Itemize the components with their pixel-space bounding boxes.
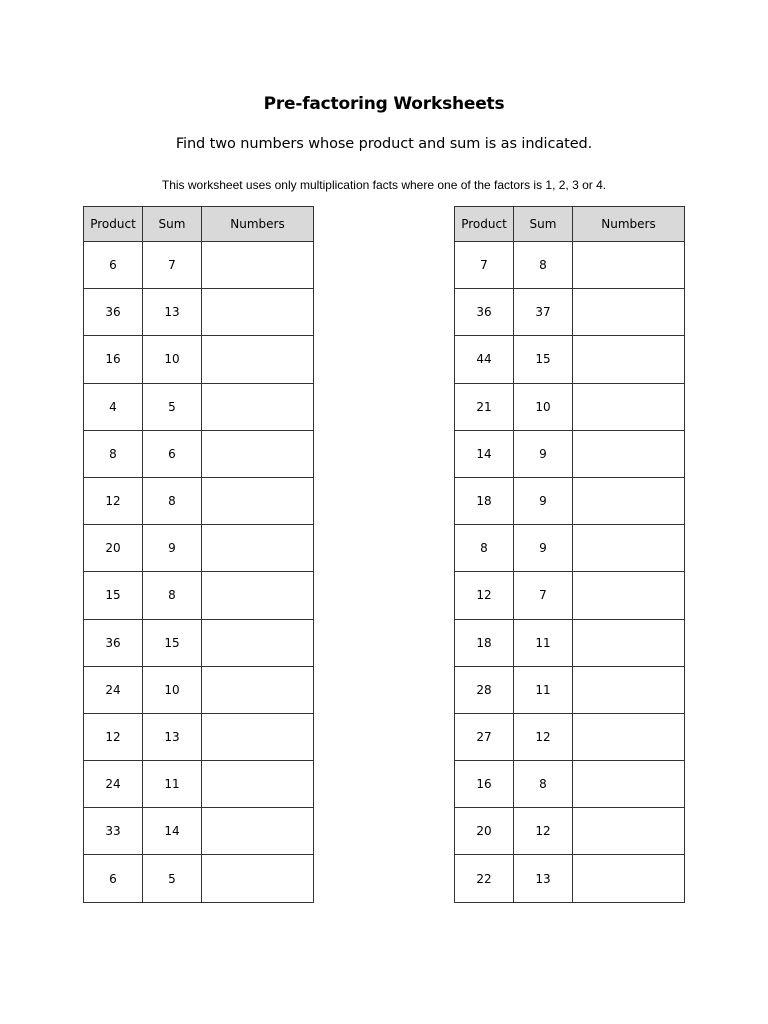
product-cell: 18 <box>455 619 514 666</box>
product-cell: 12 <box>455 572 514 619</box>
left-table-body <box>84 242 314 903</box>
table-row <box>84 289 314 336</box>
table-row <box>84 477 314 524</box>
sum-cell: 14 <box>143 808 202 855</box>
table-row <box>455 430 685 477</box>
numbers-answer-cell[interactable] <box>573 761 685 808</box>
product-cell: 6 <box>84 855 143 902</box>
numbers-answer-cell[interactable] <box>202 430 314 477</box>
right-table-body <box>455 242 685 903</box>
sum-cell: 13 <box>514 855 573 902</box>
numbers-answer-cell[interactable] <box>202 572 314 619</box>
sum-cell: 9 <box>514 477 573 524</box>
product-cell: 15 <box>84 572 143 619</box>
page-title: Pre-factoring Worksheets <box>263 94 505 114</box>
sum-cell: 8 <box>143 572 202 619</box>
left-worksheet-table <box>83 206 314 903</box>
table-row <box>455 572 685 619</box>
numbers-answer-cell[interactable] <box>202 855 314 902</box>
table-row <box>84 666 314 713</box>
product-cell: 14 <box>455 430 514 477</box>
numbers-answer-cell[interactable] <box>573 289 685 336</box>
right-worksheet-table <box>454 206 685 903</box>
product-cell: 20 <box>455 808 514 855</box>
table-row <box>455 855 685 902</box>
sum-cell: 9 <box>514 525 573 572</box>
numbers-answer-cell[interactable] <box>573 572 685 619</box>
table-row <box>455 289 685 336</box>
product-cell: 21 <box>455 383 514 430</box>
numbers-answer-cell[interactable] <box>202 761 314 808</box>
sum-cell: 7 <box>514 572 573 619</box>
column-header-product: Product <box>84 207 143 242</box>
product-cell: 12 <box>84 477 143 524</box>
table-row <box>84 430 314 477</box>
product-cell: 18 <box>455 477 514 524</box>
product-cell: 16 <box>455 761 514 808</box>
numbers-answer-cell[interactable] <box>202 808 314 855</box>
table-row <box>455 383 685 430</box>
product-cell: 8 <box>455 525 514 572</box>
numbers-answer-cell[interactable] <box>573 666 685 713</box>
sum-cell: 13 <box>143 713 202 760</box>
numbers-answer-cell[interactable] <box>573 713 685 760</box>
product-cell: 24 <box>84 666 143 713</box>
numbers-answer-cell[interactable] <box>573 619 685 666</box>
numbers-answer-cell[interactable] <box>573 808 685 855</box>
product-cell: 27 <box>455 713 514 760</box>
table-row <box>84 855 314 902</box>
product-cell: 8 <box>84 430 143 477</box>
sum-cell: 11 <box>514 619 573 666</box>
sum-cell: 8 <box>514 242 573 289</box>
sum-cell: 10 <box>514 383 573 430</box>
numbers-answer-cell[interactable] <box>202 336 314 383</box>
table-row <box>455 808 685 855</box>
sum-cell: 11 <box>143 761 202 808</box>
product-cell: 4 <box>84 383 143 430</box>
product-cell: 28 <box>455 666 514 713</box>
column-header-product: Product <box>455 207 514 242</box>
worksheet-note: This worksheet uses only multiplication facts where one of the factors is 1, 2, 3 or 4. <box>161 178 607 192</box>
table-row <box>84 336 314 383</box>
table-row <box>455 619 685 666</box>
product-cell: 36 <box>84 289 143 336</box>
numbers-answer-cell[interactable] <box>573 430 685 477</box>
sum-cell: 5 <box>143 383 202 430</box>
product-cell: 22 <box>455 855 514 902</box>
sum-cell: 11 <box>514 666 573 713</box>
numbers-answer-cell[interactable] <box>202 477 314 524</box>
numbers-answer-cell[interactable] <box>202 525 314 572</box>
sum-cell: 6 <box>143 430 202 477</box>
table-row <box>455 477 685 524</box>
product-cell: 16 <box>84 336 143 383</box>
sum-cell: 15 <box>514 336 573 383</box>
sum-cell: 15 <box>143 619 202 666</box>
numbers-answer-cell[interactable] <box>573 855 685 902</box>
sum-cell: 9 <box>514 430 573 477</box>
product-cell: 44 <box>455 336 514 383</box>
table-row <box>455 242 685 289</box>
table-row <box>455 336 685 383</box>
numbers-answer-cell[interactable] <box>202 619 314 666</box>
instructions: Find two numbers whose product and sum is as indicated. <box>175 136 593 152</box>
numbers-answer-cell[interactable] <box>573 336 685 383</box>
sum-cell: 10 <box>143 336 202 383</box>
sum-cell: 9 <box>143 525 202 572</box>
numbers-answer-cell[interactable] <box>573 525 685 572</box>
header-row <box>84 207 314 242</box>
table-row <box>84 242 314 289</box>
table-row <box>84 525 314 572</box>
table-row <box>455 666 685 713</box>
product-cell: 36 <box>84 619 143 666</box>
sum-cell: 8 <box>143 477 202 524</box>
numbers-answer-cell[interactable] <box>573 242 685 289</box>
table-row <box>455 525 685 572</box>
numbers-answer-cell[interactable] <box>202 383 314 430</box>
product-cell: 12 <box>84 713 143 760</box>
sum-cell: 10 <box>143 666 202 713</box>
sum-cell: 13 <box>143 289 202 336</box>
table-row <box>84 761 314 808</box>
numbers-answer-cell[interactable] <box>573 477 685 524</box>
table-row <box>84 383 314 430</box>
table-row <box>84 808 314 855</box>
column-header-numbers: Numbers <box>573 207 685 242</box>
numbers-answer-cell[interactable] <box>573 383 685 430</box>
header-row <box>455 207 685 242</box>
table-row <box>455 761 685 808</box>
numbers-answer-cell[interactable] <box>202 713 314 760</box>
sum-cell: 7 <box>143 242 202 289</box>
numbers-answer-cell[interactable] <box>202 666 314 713</box>
product-cell: 20 <box>84 525 143 572</box>
sum-cell: 12 <box>514 808 573 855</box>
table-row <box>84 572 314 619</box>
numbers-answer-cell[interactable] <box>202 289 314 336</box>
product-cell: 36 <box>455 289 514 336</box>
column-header-sum: Sum <box>514 207 573 242</box>
sum-cell: 8 <box>514 761 573 808</box>
product-cell: 33 <box>84 808 143 855</box>
table-row <box>455 713 685 760</box>
sum-cell: 12 <box>514 713 573 760</box>
product-cell: 6 <box>84 242 143 289</box>
product-cell: 7 <box>455 242 514 289</box>
product-cell: 24 <box>84 761 143 808</box>
column-header-sum: Sum <box>143 207 202 242</box>
sum-cell: 5 <box>143 855 202 902</box>
sum-cell: 37 <box>514 289 573 336</box>
numbers-answer-cell[interactable] <box>202 242 314 289</box>
table-row <box>84 713 314 760</box>
column-header-numbers: Numbers <box>202 207 314 242</box>
table-row <box>84 619 314 666</box>
